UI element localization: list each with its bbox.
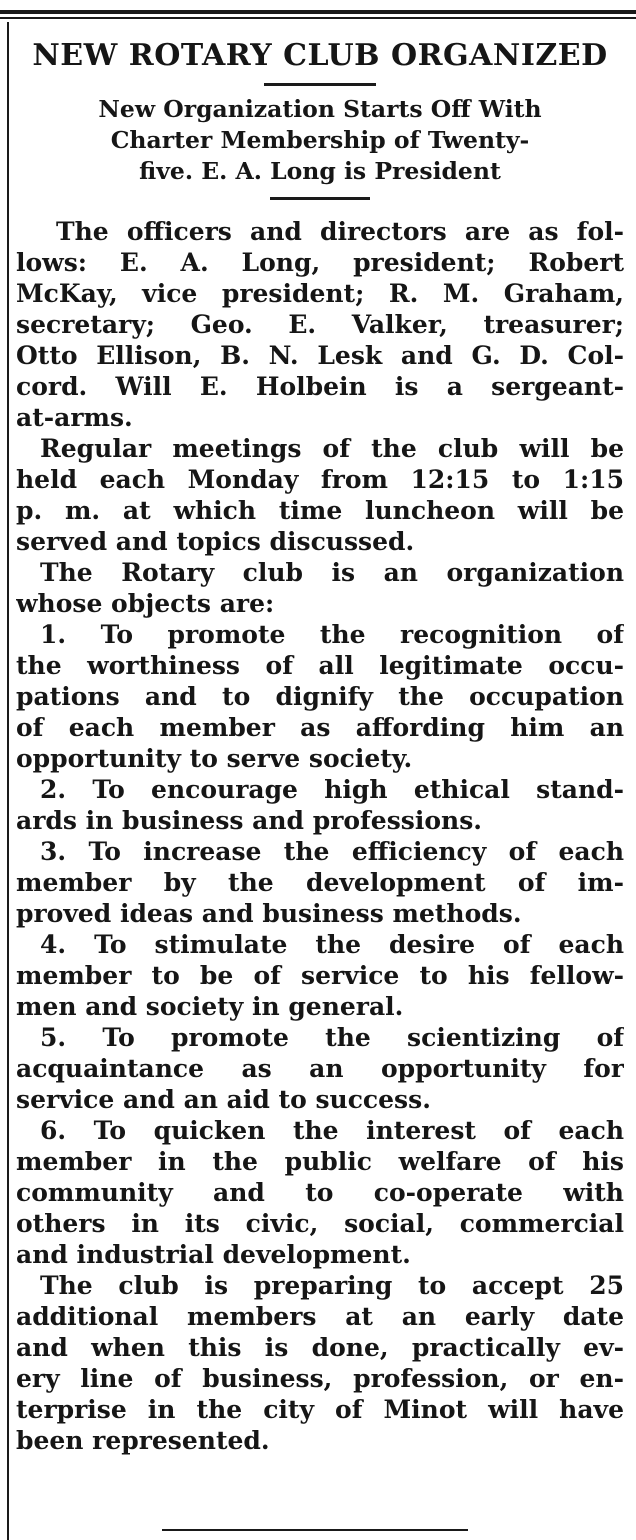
body-line: 4. To stimulate the desire of each <box>40 930 624 959</box>
body-line: member to be of service to his fellow- <box>16 961 624 990</box>
left-column-rule <box>7 22 9 1540</box>
body-line: whose objects are: <box>16 589 275 618</box>
body-line: at-arms. <box>16 403 133 432</box>
body-line: and industrial development. <box>16 1240 411 1269</box>
subhead-line: New Organization Starts Off With <box>98 95 542 123</box>
subhead-divider <box>270 197 370 200</box>
body-line: 3. To increase the efficiency of each <box>40 837 624 866</box>
body-line: terprise in the city of Minot will have <box>16 1395 624 1424</box>
top-column-rule-thin <box>0 17 636 19</box>
body-line: the worthiness of all legitimate occu- <box>16 651 624 680</box>
body-line: Regular meetings of the club will be <box>40 434 624 463</box>
body-line: held each Monday from 12:15 to 1:15 <box>16 465 624 494</box>
subhead-line: five. E. A. Long is President <box>139 157 501 185</box>
body-line: 6. To quicken the interest of each <box>40 1116 624 1145</box>
body-line: and when this is done, practically ev- <box>16 1333 624 1362</box>
article-end-rule <box>162 1529 468 1531</box>
headline: NEW ROTARY CLUB ORGANIZED <box>32 38 608 73</box>
body-line: ards in business and professions. <box>16 806 482 835</box>
body-line: proved ideas and business methods. <box>16 899 522 928</box>
body-line: service and an aid to success. <box>16 1085 431 1114</box>
body-line: acquaintance as an opportunity for <box>16 1054 624 1083</box>
article-body <box>16 216 624 1456</box>
body-line: member in the public welfare of his <box>16 1147 624 1176</box>
body-line: 5. To promote the scientizing of <box>40 1023 624 1052</box>
body-line: cord. Will E. Holbein is a sergeant- <box>16 372 624 401</box>
body-line: lows: E. A. Long, president; Robert <box>16 248 624 277</box>
body-line: ery line of business, profession, or en- <box>16 1364 624 1393</box>
newspaper-article <box>16 38 624 1456</box>
subheadline <box>16 94 624 187</box>
body-line: The club is preparing to accept 25 <box>40 1271 624 1300</box>
body-line: Otto Ellison, B. N. Lesk and G. D. Col- <box>16 341 624 370</box>
body-line: member by the development of im- <box>16 868 624 897</box>
body-line: 1. To promote the recognition of <box>40 620 624 649</box>
subhead-line: Charter Membership of Twenty- <box>110 126 530 154</box>
body-line: 2. To encourage high ethical stand- <box>40 775 624 804</box>
body-line: The officers and directors are as fol- <box>56 217 624 246</box>
body-line: others in its civic, social, commercial <box>16 1209 624 1238</box>
body-line: p. m. at which time luncheon will be <box>16 496 624 525</box>
body-line: served and topics discussed. <box>16 527 415 556</box>
headline-divider <box>264 83 376 86</box>
body-line: been represented. <box>16 1426 270 1455</box>
body-line: secretary; Geo. E. Valker, treasurer; <box>16 310 624 339</box>
body-line: men and society in general. <box>16 992 404 1021</box>
top-column-rule <box>0 10 636 14</box>
body-line: pations and to dignify the occupation <box>16 682 624 711</box>
body-line: The Rotary club is an organization <box>40 558 624 587</box>
body-line: McKay, vice president; R. M. Graham, <box>16 279 624 308</box>
body-line: community and to co-operate with <box>16 1178 624 1207</box>
body-line: of each member as affording him an <box>16 713 624 742</box>
body-line: opportunity to serve society. <box>16 744 413 773</box>
body-line: additional members at an early date <box>16 1302 624 1331</box>
